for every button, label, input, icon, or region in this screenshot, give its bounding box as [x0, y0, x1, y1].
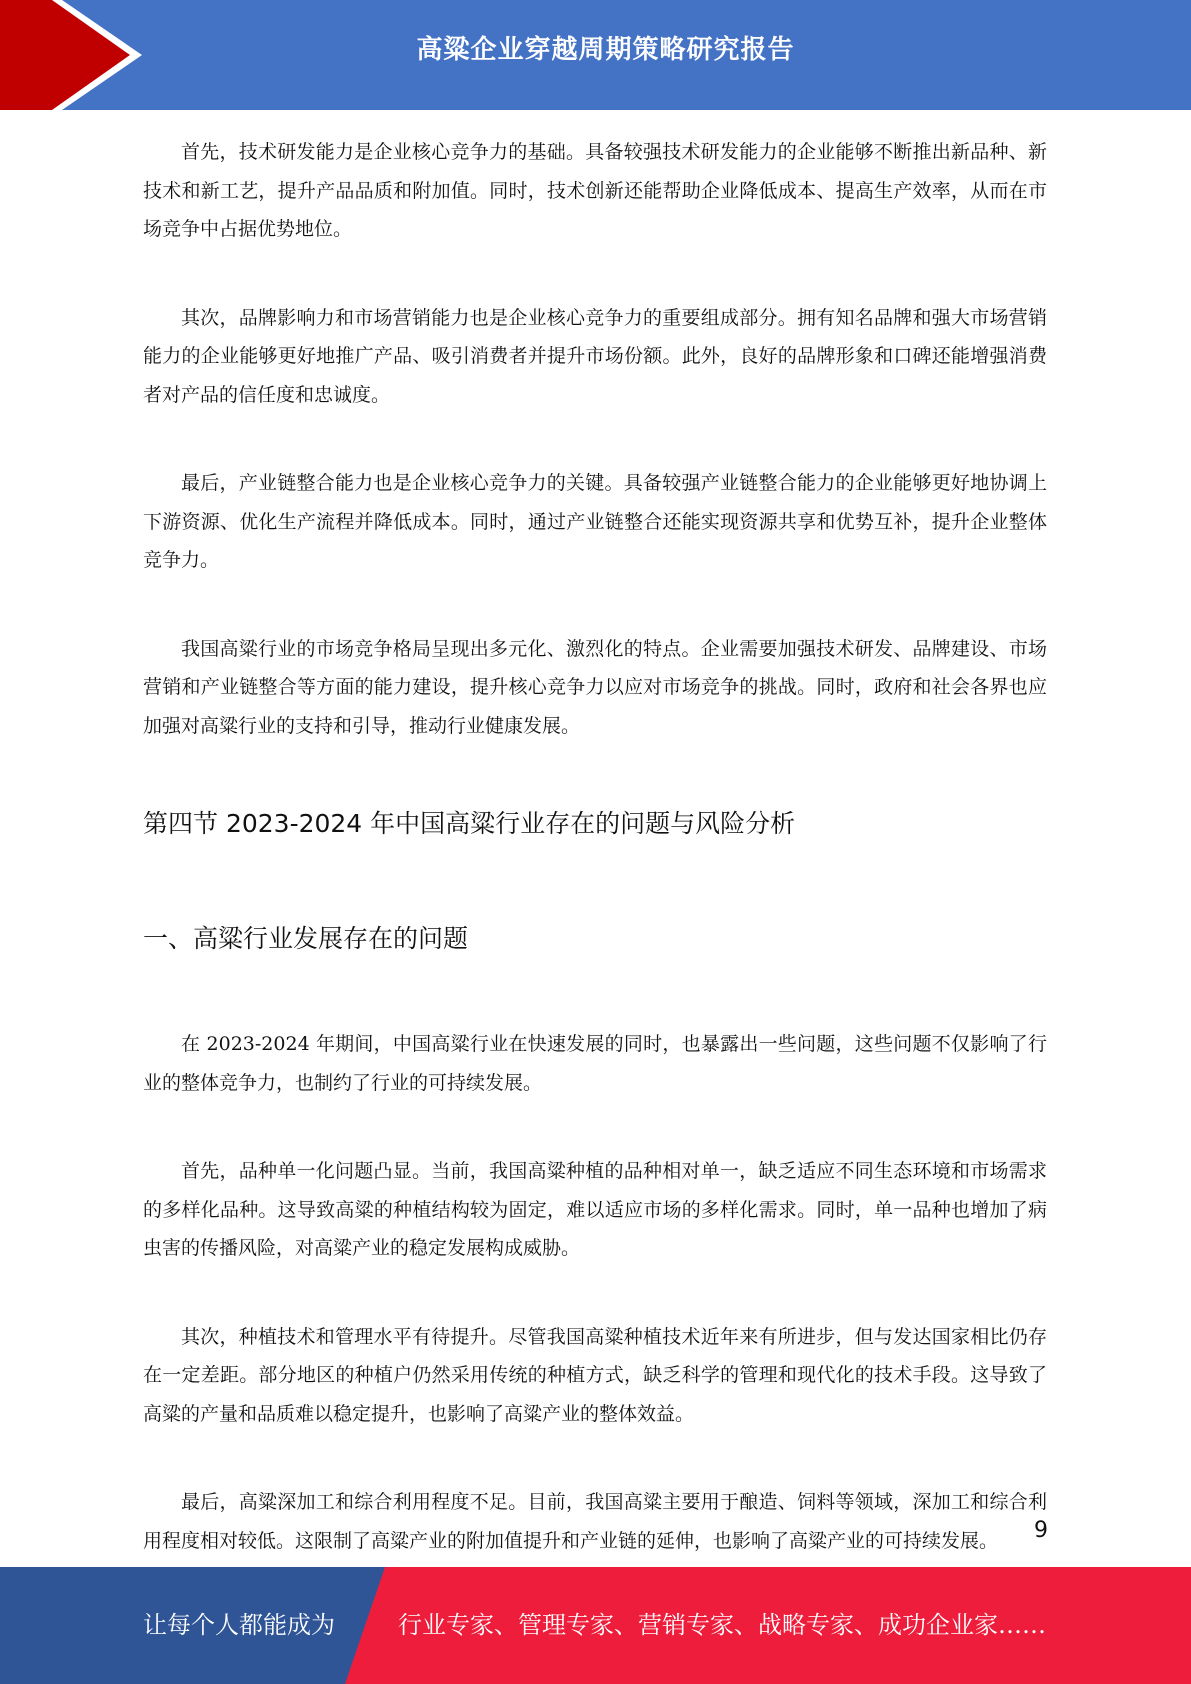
paragraph: 最后，产业链整合能力也是企业核心竞争力的关键。具备较强产业链整合能力的企业能够更好地协调上下游资源、优化生产流程并降低成本。同时，通过产业链整合还能实现资源共享和优势互补，提升企业整体竞争力。 [143, 472, 1047, 571]
footer-slogan-right: 行业专家、管理专家、营销专家、战略专家、成功企业家…… [398, 1611, 1046, 1639]
subsection-heading: 一、高粱行业发展存在的问题 [143, 924, 469, 953]
page-footer [0, 1567, 1191, 1684]
paragraph: 在 2023-2024 年期间，中国高粱行业在快速发展的同时，也暴露出一些问题，这些问题不仅影响了行业的整体竞争力，也制约了行业的可持续发展。 [143, 1033, 1047, 1094]
paragraph: 其次，品牌影响力和市场营销能力也是企业核心竞争力的重要组成部分。拥有知名品牌和强大市场营销能力的企业能够更好地推广产品、吸引消费者并提升市场份额。此外，良好的品牌形象和口碑还能增强消费者对产品的信任度和忠诚度。 [143, 306, 1047, 406]
paragraph: 我国高粱行业的市场竞争格局呈现出多元化、激烈化的特点。企业需要加强技术研发、品牌建设、市场营销和产业链整合等方面的能力建设，提升核心竞争力以应对市场竞争的挑战。同时，政府和社会各界也应加强对高粱行业的支持和引导，推动行业健康发展。 [143, 637, 1047, 737]
paragraph: 其次，种植技术和管理水平有待提升。尽管我国高粱种植技术近年来有所进步，但与发达国家相比仍存在一定差距。部分地区的种植户仍然采用传统的种植方式，缺乏科学的管理和现代化的技术手段。这导致了高粱的产量和品质难以稳定提升，也影响了高粱产业的整体效益。 [143, 1325, 1047, 1425]
section-heading: 第四节 2023-2024 年中国高粱行业存在的问题与风险分析 [143, 809, 796, 838]
report-title: 高粱企业穿越周期策略研究报告 [416, 35, 795, 65]
page-content [143, 133, 1047, 1610]
paragraph: 首先，品种单一化问题凸显。当前，我国高粱种植的品种相对单一，缺乏适应不同生态环境和市场需求的多样化品种。这导致高粱的种植结构较为固定，难以适应市场的多样化需求。同时，单一品种也增加了病虫害的传播风险，对高粱产业的稳定发展构成威胁。 [143, 1160, 1047, 1259]
paragraph: 最后，高粱深加工和综合利用程度不足。目前，我国高粱主要用于酿造、饲料等领域，深加工和综合利用程度相对较低。这限制了高粱产业的附加值提升和产业链的延伸，也影响了高粱产业的可持续发展。 [143, 1491, 1047, 1552]
footer-slogan-left: 让每个人都能成为 [143, 1611, 335, 1639]
paragraph: 首先，技术研发能力是企业核心竞争力的基础。具备较强技术研发能力的企业能够不断推出新品种、新技术和新工艺，提升产品品质和附加值。同时，技术创新还能帮助企业降低成本、提高生产效率，从而在市场竞争中占据优势地位。 [143, 141, 1047, 240]
page-number: 9 [1034, 1518, 1048, 1543]
page-header [0, 0, 1191, 110]
